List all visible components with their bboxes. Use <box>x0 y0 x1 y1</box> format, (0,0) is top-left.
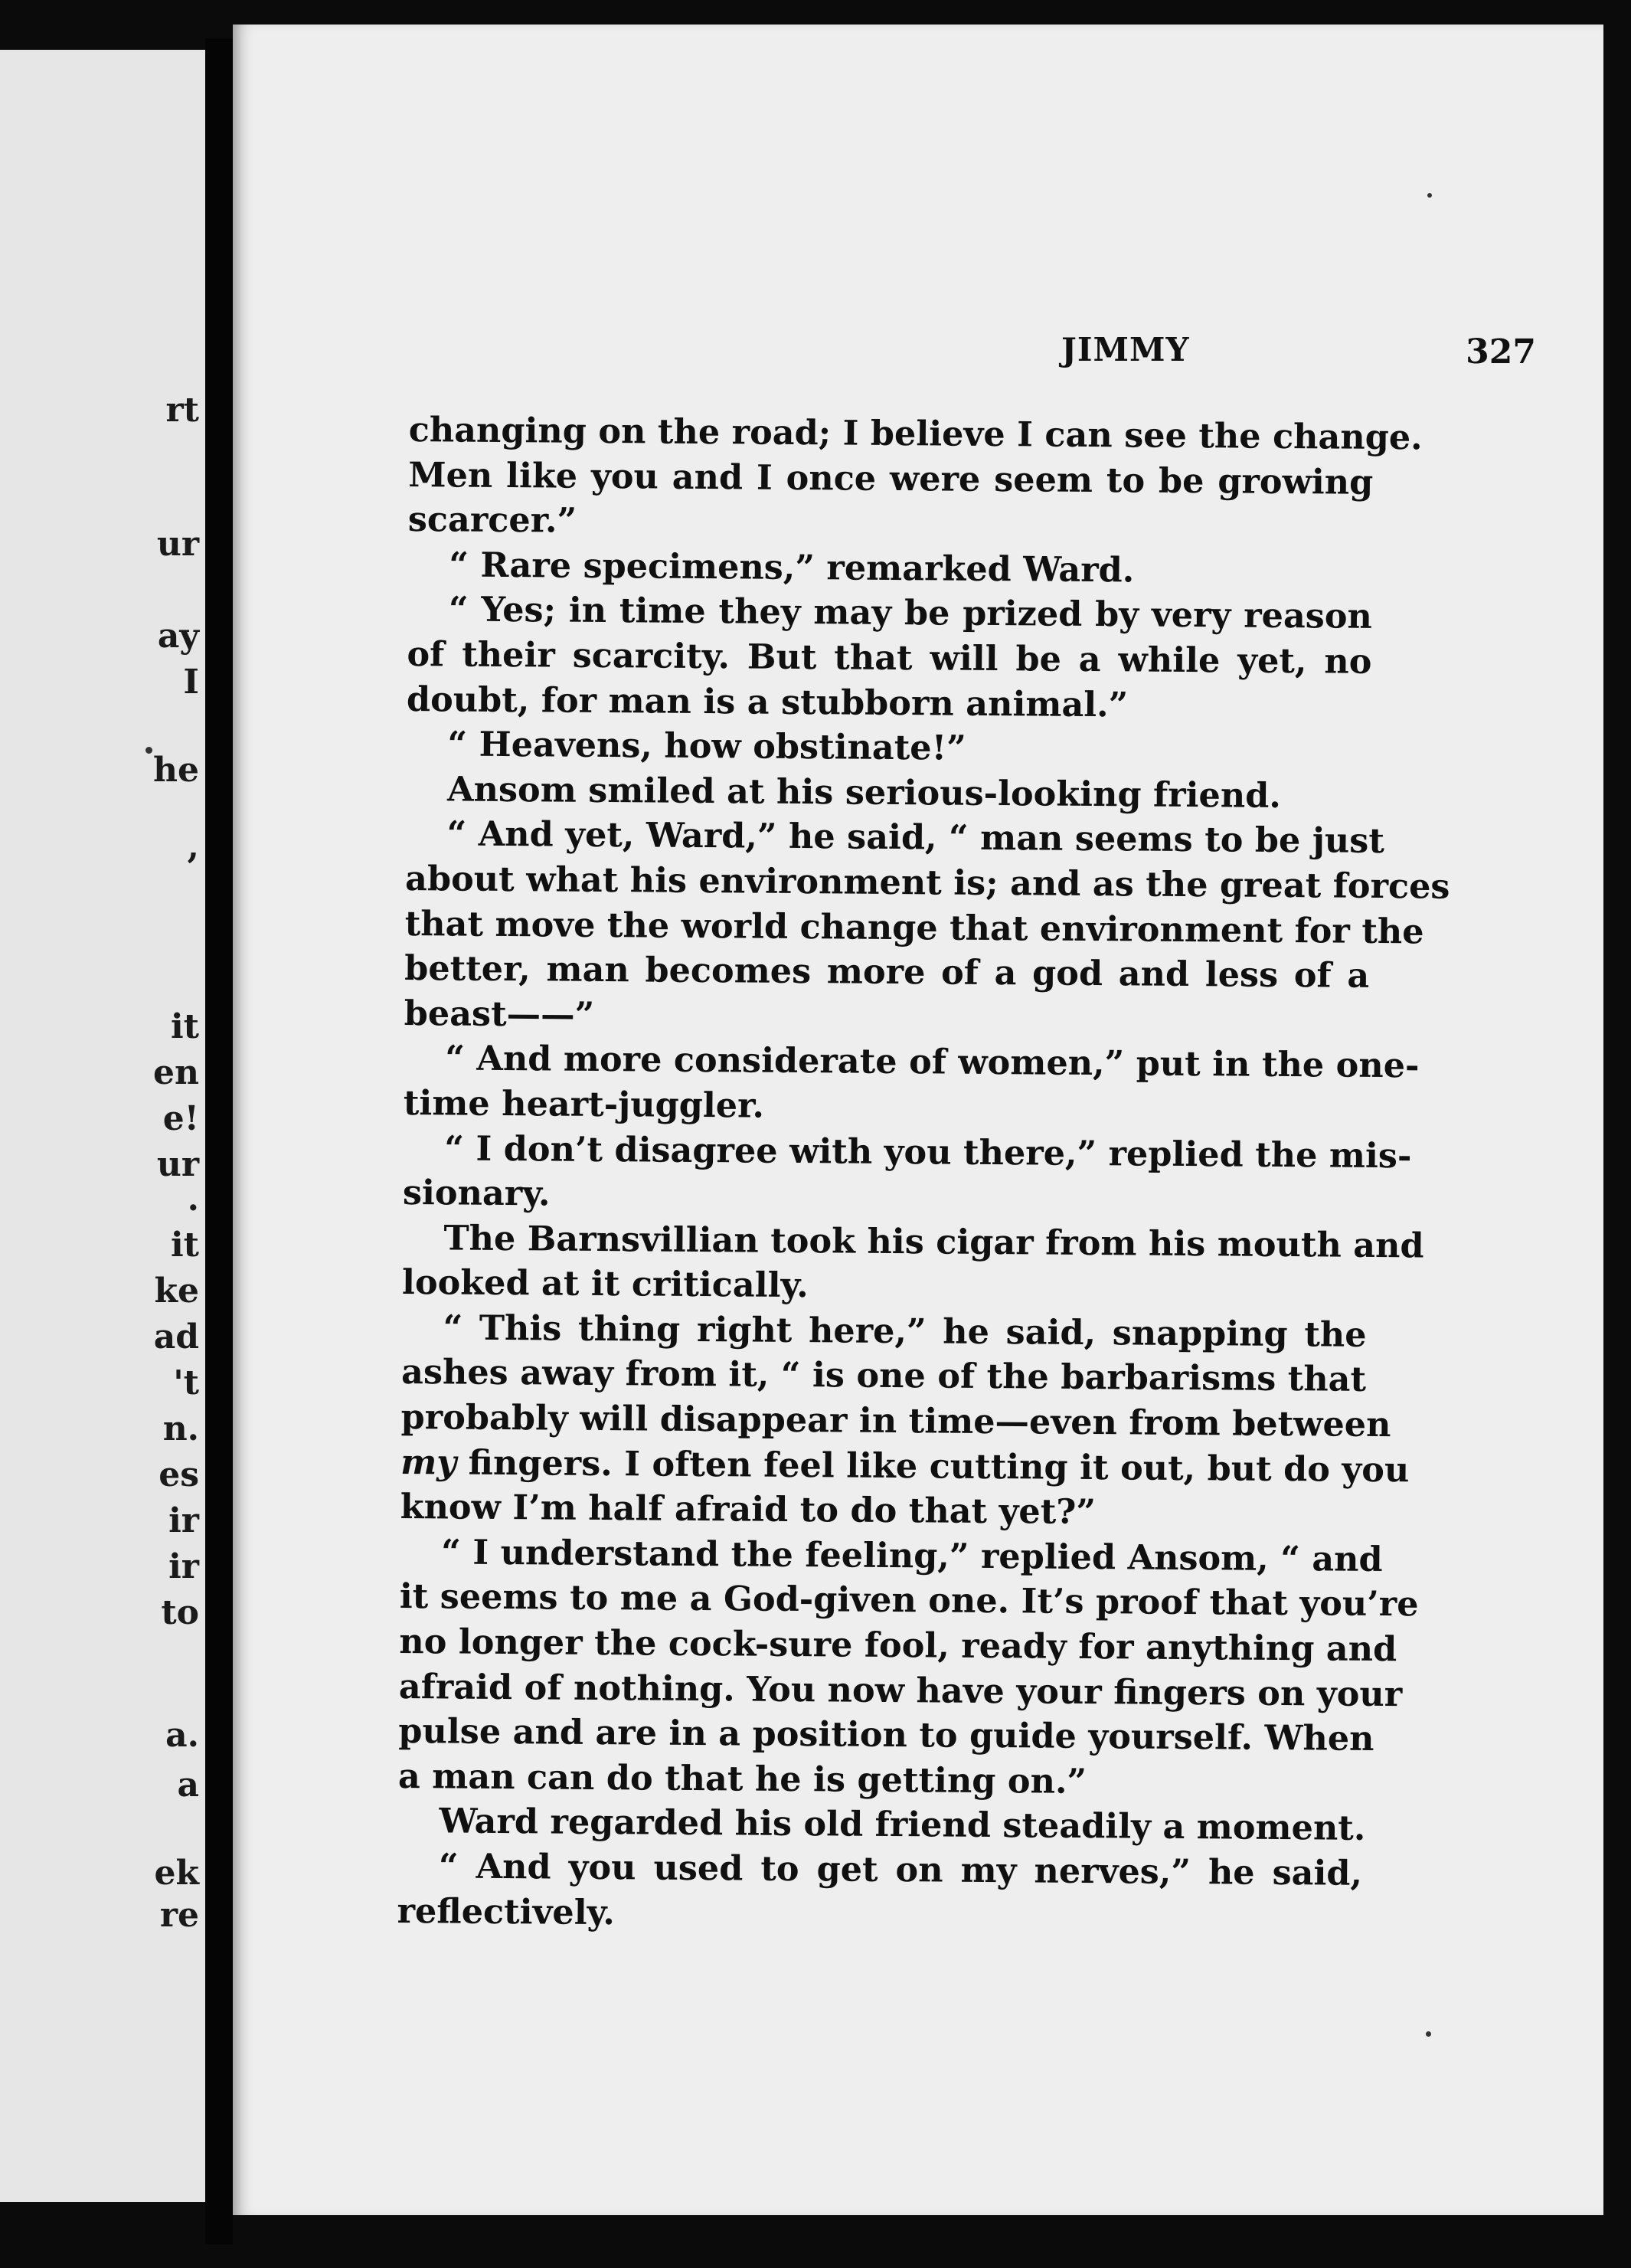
previous-page-fragment: ir <box>168 1547 199 1586</box>
previous-page-fragment: a <box>177 1766 199 1805</box>
text-line: sionary. <box>402 1173 551 1214</box>
book-page <box>233 25 1603 2215</box>
text-line: that move the world change that environment for the <box>404 903 1424 951</box>
previous-page-edge <box>0 50 205 2202</box>
text-line: “ Heavens, how obstinate!” <box>447 724 966 768</box>
previous-page-fragment: ek <box>154 1854 199 1893</box>
text-line: The Barnsvillian took his cigar from his mouth and <box>443 1218 1424 1266</box>
previous-page-fragment: a. <box>165 1716 199 1755</box>
text-line: know I’m half afraid to do that yet?” <box>400 1487 1097 1533</box>
previous-page-fragment: ay <box>157 617 199 656</box>
previous-page-fragment: he <box>153 751 199 790</box>
emphasis: my <box>400 1442 457 1483</box>
scan-speck <box>1426 2031 1431 2037</box>
previous-page-fragment: ur <box>156 1145 199 1184</box>
previous-page-fragment: 't <box>173 1363 199 1402</box>
previous-page-fragment: I <box>183 663 199 702</box>
text-line: time heart-juggler. <box>403 1082 765 1126</box>
previous-page-fragment: rt <box>165 391 199 430</box>
previous-page-fragment: it <box>170 1007 199 1046</box>
previous-page-fragment: to <box>161 1593 199 1632</box>
text-line: “ Rare specimens,” remarked Ward. <box>449 545 1135 591</box>
previous-page-fragment: re <box>159 1896 199 1935</box>
text-line: Ward regarded his old friend steadily a moment. <box>439 1801 1366 1849</box>
previous-page-fragment: e! <box>162 1099 199 1138</box>
text-line <box>400 1440 1410 1492</box>
text-line: no longer the cock-sure fool, ready for anything and <box>399 1621 1397 1670</box>
text-line: looked at it critically. <box>401 1262 809 1306</box>
previous-page-fragment: ir <box>168 1501 199 1540</box>
text-line: doubt, for man is a stubborn animal.” <box>406 679 1129 725</box>
page-header <box>401 331 1550 377</box>
previous-page-fragment: it <box>170 1226 199 1265</box>
text-line: “ And more considerate of women,” put in the one- <box>445 1038 1420 1086</box>
text-line: Ansom smiled at his serious-looking friend. <box>446 769 1282 816</box>
previous-page-fragment: , <box>187 827 199 866</box>
text-line: it seems to me a God-given one. It’s proof that you’re <box>399 1576 1419 1625</box>
scan-speck <box>145 747 152 754</box>
text-line: ashes away from it, “ is one of the barbarisms that <box>400 1352 1367 1400</box>
text-line: “ Yes; in time they may be prized by very reason <box>448 589 1373 637</box>
text-line: scarcer.” <box>407 499 577 541</box>
text-line: afraid of nothing. You now have your fingers on your <box>398 1666 1403 1714</box>
previous-page-fragment: en <box>153 1053 199 1092</box>
text-line: “ I don’t disagree with you there,” replied the mis- <box>444 1127 1412 1176</box>
text-line: “ This thing right here,” he said, snapping the <box>443 1307 1367 1355</box>
previous-page-fragment: ad <box>153 1317 199 1357</box>
previous-page-fragment: ur <box>156 525 199 564</box>
text-line: of their scarcity. But that will be a while yet, no <box>407 633 1372 682</box>
text-line: pulse and are in a position to guide yourself. When <box>398 1711 1374 1759</box>
text-line: beast——” <box>404 993 595 1035</box>
scan-speck <box>1427 193 1432 198</box>
text-line: “ I understand the feeling,” replied Ansom, “ and <box>441 1532 1383 1579</box>
text-line: about what his environment is; and as the great forces <box>404 858 1450 907</box>
body-text <box>397 407 1450 1941</box>
text-line: a man can do that he is getting on.” <box>397 1756 1087 1802</box>
text-line: reflectively. <box>397 1890 616 1933</box>
text-line-rest: fingers. I often feel like cutting it out, but do you <box>456 1442 1410 1490</box>
previous-page-fragment: es <box>159 1455 199 1494</box>
previous-page-fragment: ke <box>154 1271 199 1311</box>
text-line: probably will disappear in time—even from between <box>400 1397 1391 1445</box>
text-line: changing on the road; I believe I can see the change. <box>408 409 1423 458</box>
text-line: Men like you and I once were seem to be growing <box>408 454 1374 502</box>
text-line: “ And you used to get on my nerves,” he said, <box>438 1846 1363 1893</box>
previous-page-fragment: n. <box>162 1409 199 1448</box>
page-number: 327 <box>1466 332 1536 371</box>
book-gutter <box>205 38 233 2244</box>
text-line: “ And yet, Ward,” he said, “ man seems to be just <box>446 813 1385 862</box>
previous-page-fragment: . <box>187 1180 199 1219</box>
running-head: JIMMY <box>1061 331 1190 368</box>
text-line: better, man becomes more of a god and less of a <box>404 948 1370 996</box>
